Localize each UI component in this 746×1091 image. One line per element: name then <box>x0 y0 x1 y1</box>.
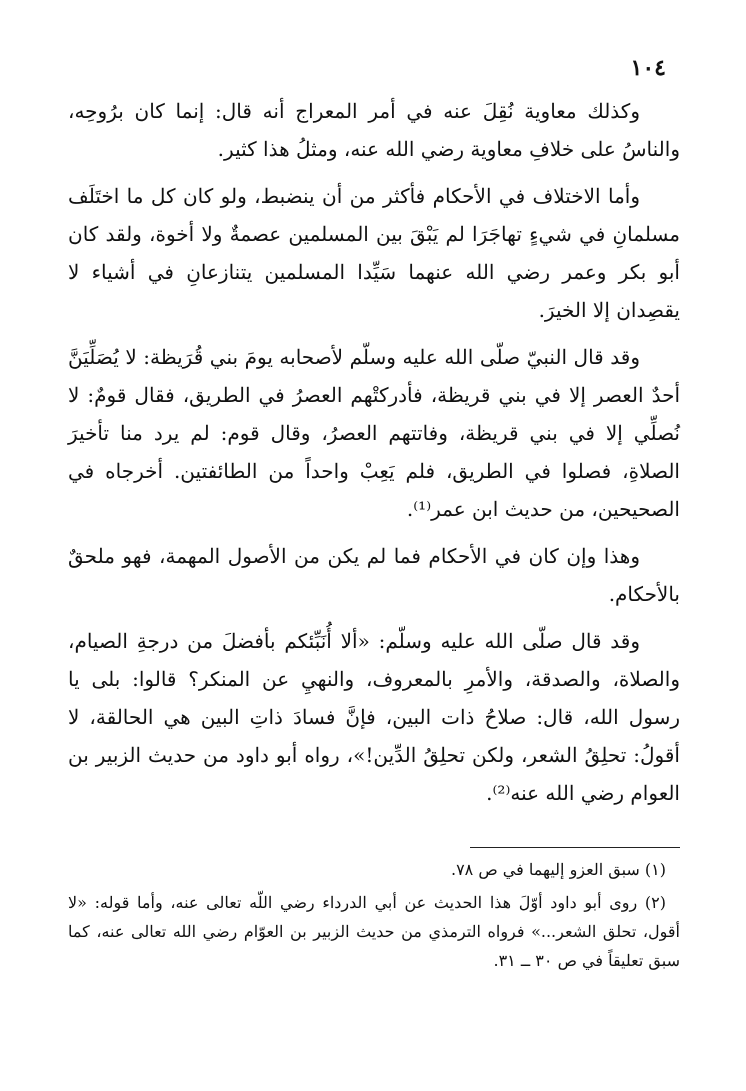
footnote-divider <box>470 847 680 848</box>
main-text <box>68 92 680 821</box>
paragraph-3: وقد قال النبيّ صلّى الله عليه وسلّم لأصحابه يومَ بني قُرَيظة: لا يُصَلِّيَنَّ أحدٌ العصر إلا في بني قريظة، فأدركتْهم العصرُ في الطريق، فقال قومٌ: لا نُصلِّي إلا في بني قريظة، وفاتتهم العصرُ، وقال قوم: لم يرد منا تأخيرَ الصلاةِ، فصلوا في الطريق، فلم يَعِبْ واحداً من الطائفتين. أخرجاه في الصحيحين، من حديث ابن عمر⁽¹⁾. <box>68 345 680 521</box>
paragraph-5: وقد قال صلّى الله عليه وسلّم: «ألا أُنَبِّئكم بأفضلَ من درجةِ الصيام، والصلاة، والصدقة، والأمرِ بالمعروف، والنهيِ عن المنكر؟ قالوا: بلى يا رسول الله، قال: صلاحُ ذات البين، فإنَّ فسادَ ذاتِ البين هي الحالقة، لا أقولُ: تحلِقُ الشعر، ولكن تحلِقُ الدِّين!»، رواه أبو داود من حديث الزبير بن العوام رضي الله عنه⁽²⁾. <box>68 629 680 805</box>
page-number: ١٠٤ <box>630 55 666 81</box>
footnote-2: (٢) روى أبو داود أوّلَ هذا الحديث عن أبي الدرداء رضي اللّه تعالى عنه، وأما قوله: «لا أقول، تحلق الشعر...» فرواه الترمذي من حديث الزبير بن العوّام رضي الله تعالى عنه، كما سبق تعليقاً في ص ٣٠ ــ ٣١. <box>68 893 681 970</box>
footnote-1: (١) سبق العزو إليهما في ص ٧٨. <box>450 860 666 879</box>
footnotes <box>68 855 680 979</box>
paragraph-1: وكذلك معاوية نُقِلَ عنه في أمر المعراج أنه قال: إنما كان برُوحِه، والناسُ على خلافِ معاوية رضي الله عنه، ومثلُ هذا كثير. <box>68 99 680 161</box>
paragraph-4: وهذا وإن كان في الأحكام فما لم يكن من الأصول المهمة، فهو ملحقٌ بالأحكام. <box>68 544 680 606</box>
paragraph-2: وأما الاختلاف في الأحكام فأكثر من أن ينضبط، ولو كان كل ما اختَلَف مسلمانِ في شيءٍ تهاجَرَا لم يَبْقَ بين المسلمين عصمةٌ ولا أخوة، ولقد كان أبو بكر وعمر رضي الله عنهما سَيِّدا المسلمين يتنازعانِ في أشياء لا يقصِدان إلا الخيرَ. <box>68 184 680 322</box>
